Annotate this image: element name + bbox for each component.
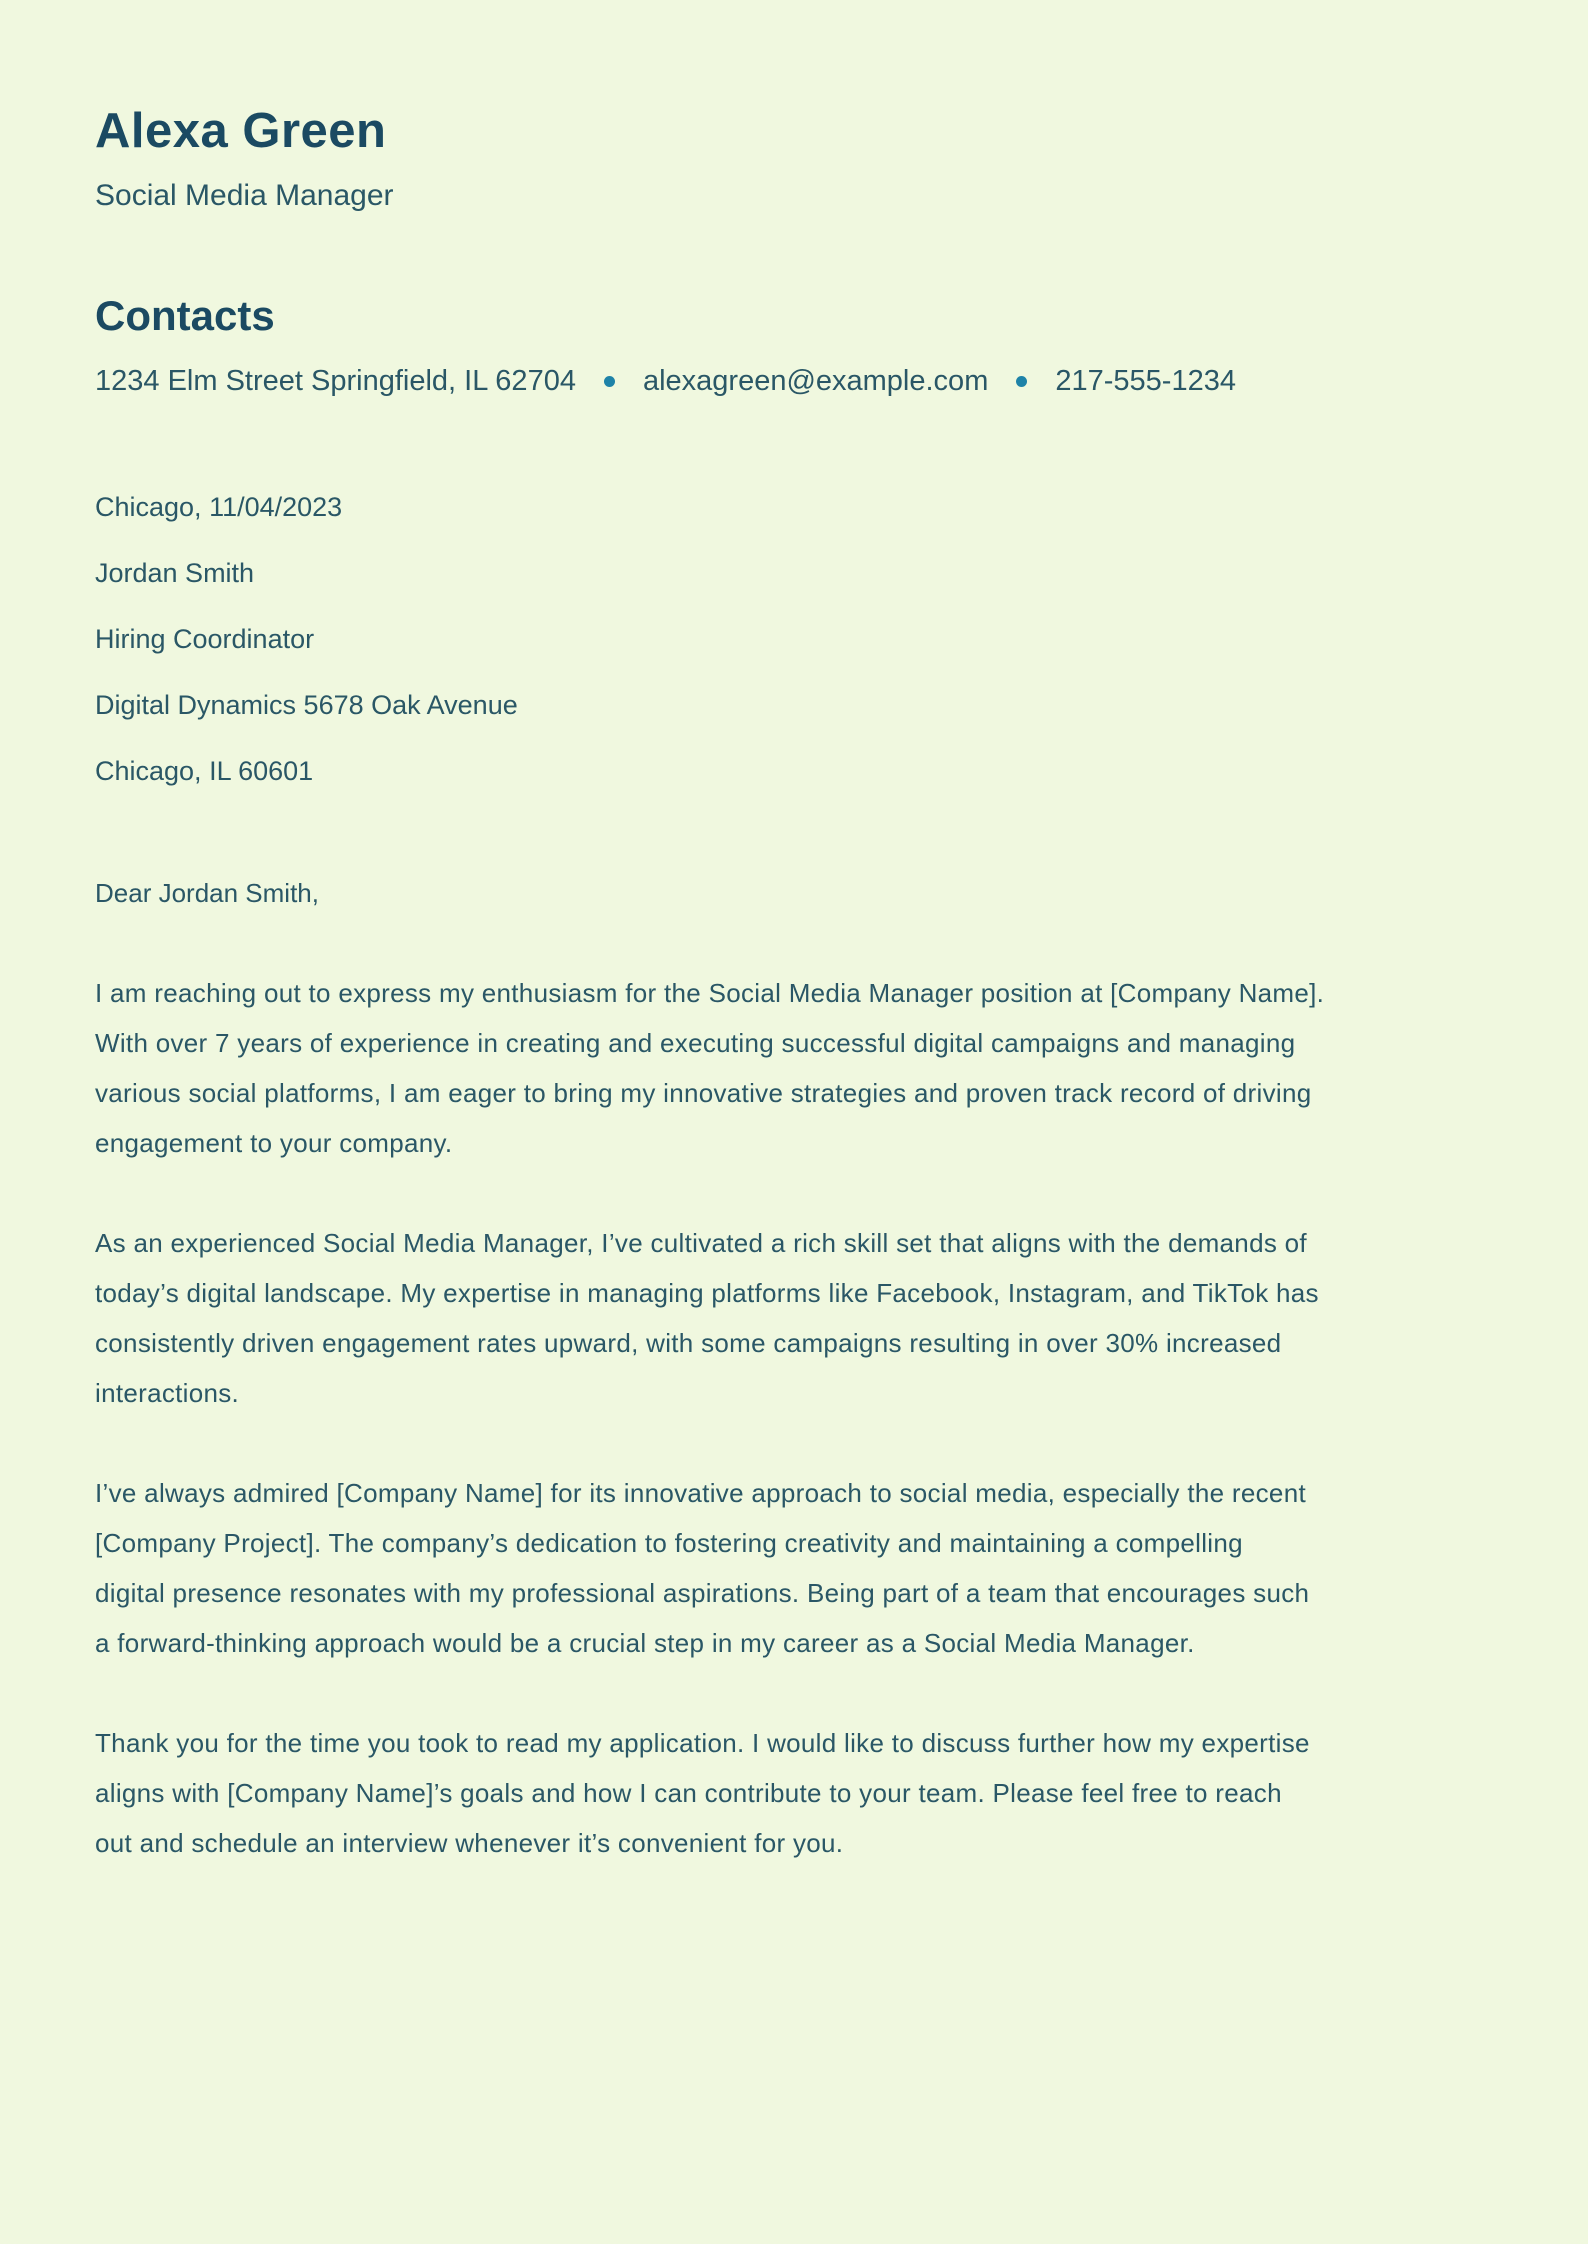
letter-paragraph: As an experienced Social Media Manager, I’ve cultivated a rich skill set that aligns with the demands of today’s digital landscape. My expertise in managing platforms like Facebook, Instagram, and TikTok has consistently driven engagement rates upward, with some campaigns resulting in over 30% increased interactions. <box>95 1227 1319 1408</box>
letter-paragraph: Thank you for the time you took to read my application. I would like to discuss further how my expertise aligns with [Company Name]’s goals and how I can contribute to your team. Please feel free to reach out and schedule an interview whenever it’s convenient for you. <box>95 1727 1310 1858</box>
letter-body <box>95 488 1493 1868</box>
bullet-separator-icon <box>604 376 615 387</box>
contact-phone: 217-555-1234 <box>1055 364 1236 397</box>
applicant-name: Alexa Green <box>95 104 387 158</box>
recipient-block <box>95 488 1493 790</box>
contact-line <box>95 361 1493 402</box>
recipient-company-address: Digital Dynamics 5678 Oak Avenue <box>95 689 518 720</box>
recipient-name: Jordan Smith <box>95 557 255 588</box>
applicant-job-title: Social Media Manager <box>95 178 394 212</box>
recipient-role: Hiring Coordinator <box>95 623 315 654</box>
contacts-heading: Contacts <box>95 291 275 339</box>
letter-paragraph: I’ve always admired [Company Name] for its innovative approach to social media, especially the recent [Company Project]. The company’s dedication to fostering creativity and maintaining a compelling digital presence resonates with my professional aspirations. Being part of a team that encourages such a forward-thinking approach would be a crucial step in my career as a Social Media Manager. <box>95 1477 1310 1658</box>
contact-email: alexagreen@example.com <box>642 364 989 397</box>
document-header <box>95 102 1493 217</box>
contact-address: 1234 Elm Street Springfield, IL 62704 <box>95 364 576 397</box>
letter-date-line: Chicago, 11/04/2023 <box>95 491 343 522</box>
recipient-city: Chicago, IL 60601 <box>95 755 314 786</box>
bullet-separator-icon <box>1016 376 1027 387</box>
contacts-section <box>95 289 1493 402</box>
letter-paragraph: I am reaching out to express my enthusiasm for the Social Media Manager position at [Company Name]. With over 7 years of experience in creating and executing successful digital campaigns and managing various social platforms, I am eager to bring my innovative strategies and proven track record of driving engagement to your company. <box>95 977 1325 1158</box>
salutation: Dear Jordan Smith, <box>95 877 319 908</box>
